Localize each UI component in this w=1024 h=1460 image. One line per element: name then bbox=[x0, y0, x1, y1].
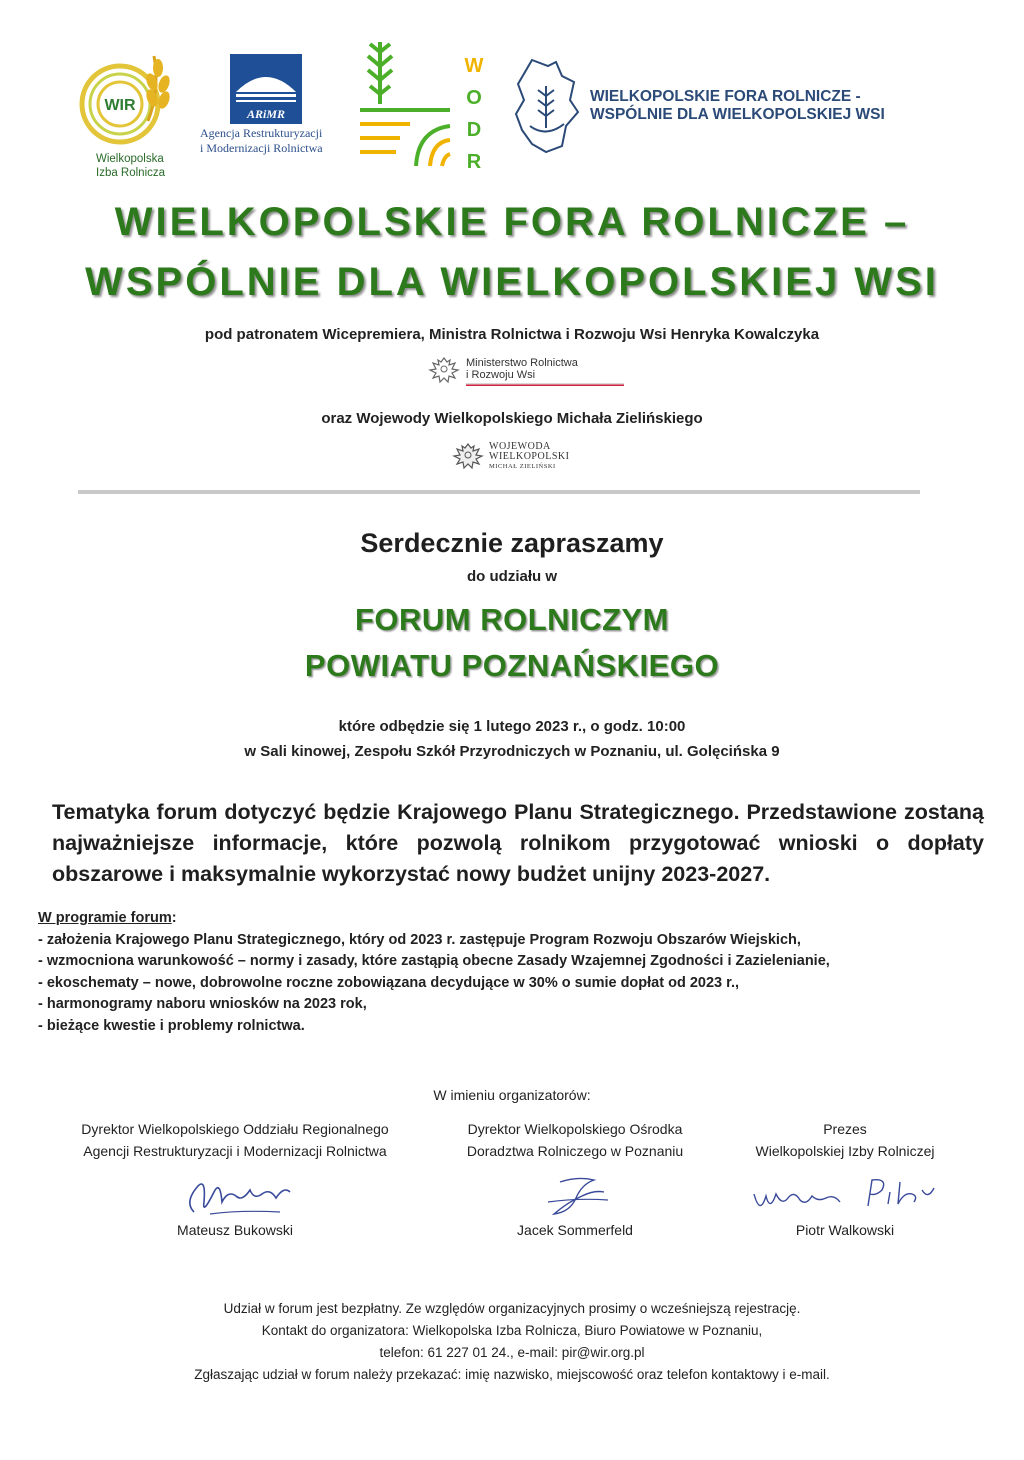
signers-intro: W imieniu organizatorów: bbox=[433, 1087, 591, 1103]
signer-name-bukowski: Mateusz Bukowski bbox=[177, 1222, 293, 1238]
section-divider bbox=[78, 490, 920, 494]
voivode-line1: WOJEWODA bbox=[489, 441, 551, 452]
event-date: które odbędzie się 1 lutego 2023 r., o godz. 10:00 bbox=[338, 718, 686, 735]
signature-walkowski bbox=[748, 1172, 938, 1220]
ministry-name-line2: i Rozwoju Wsi bbox=[466, 368, 536, 381]
invitation-heading: Serdecznie zapraszamy bbox=[360, 528, 664, 558]
program-item: - bieżące kwestie i problemy rolnictwa. bbox=[38, 1017, 305, 1034]
voivode-line3: MICHAŁ ZIELIŃSKI bbox=[489, 463, 556, 470]
forum-title-line2: POWIATU POZNAŃSKIEGO bbox=[304, 648, 720, 683]
program-heading-row: W programie forum: bbox=[38, 910, 177, 926]
wir-caption: Wielkopolska Izba Rolnicza bbox=[96, 153, 166, 179]
voivode-line2: WIELKOPOLSKI bbox=[489, 451, 570, 462]
signer-name-sommerfeld: Jacek Sommerfeld bbox=[517, 1222, 633, 1238]
signature-bukowski bbox=[180, 1172, 300, 1220]
forum-theme: Tematyka forum dotyczyć będzie Krajowego Planu Strategicznego. Przedstawione zostaną najważniejsze informacje, które pozwolą rolnikom przygotować wnioski o dopłaty obszarowe i maksymalnie wykorzystać nowy budżet unijny 2023-2027. bbox=[52, 800, 984, 886]
wfr-caption: WIELKOPOLSKIE FORA ROLNICZE - WSPÓLNIE DLA WIELKOPOLSKIEJ WSI bbox=[590, 88, 885, 123]
arimr-logo bbox=[230, 54, 302, 124]
footer bbox=[0, 1298, 1024, 1386]
logo-strip bbox=[0, 38, 1024, 188]
voivode-logo bbox=[452, 440, 569, 474]
invitation-sub: do udziału w bbox=[467, 568, 557, 585]
svg-text:O: O bbox=[466, 87, 482, 109]
footer-line: Zgłaszając udział w forum należy przekazać: imię nazwisko, miejscowość oraz telefon kontaktowy i e-mail. bbox=[194, 1367, 830, 1382]
main-title-line2: WSPÓLNIE DLA WIELKOPOLSKIEJ WSI bbox=[85, 260, 939, 304]
eagle-emblem-icon bbox=[452, 440, 484, 474]
arimr-caption: Agencja Restrukturyzacji i Modernizacji Rolnictwa bbox=[200, 126, 323, 155]
arimr-mark: ARiMR bbox=[246, 107, 286, 121]
ministry-name-line1: Ministerstwo Rolnictwa bbox=[466, 356, 578, 369]
svg-text:R: R bbox=[466, 151, 482, 173]
program-item: - wzmocniona warunkowość – normy i zasady, które zastąpią obecne Zasady Wzajemnej Zgodności i Zazielenianie, bbox=[38, 953, 830, 969]
flag-rule bbox=[466, 383, 624, 386]
patronage-minister: pod patronatem Wicepremiera, Ministra Rolnictwa i Rozwoju Wsi Henryka Kowalczyka bbox=[204, 326, 820, 343]
forum-title-line1: FORUM ROLNICZYM bbox=[354, 602, 670, 637]
wielkopolska-map-logo bbox=[512, 56, 582, 156]
signer-role-wir: Prezes Wielkopolskiej Izby Rolniczej bbox=[755, 1121, 935, 1159]
signer-name-walkowski: Piotr Walkowski bbox=[795, 1222, 895, 1238]
footer-line: Udział w forum jest bezpłatny. Ze względów organizacyjnych prosimy o wcześniejszą rejestrację. bbox=[223, 1301, 801, 1316]
eagle-emblem-icon bbox=[428, 354, 460, 388]
footer-line: Kontakt do organizatora: Wielkopolska Izba Rolnicza, Biuro Powiatowe w Poznaniu, bbox=[261, 1323, 763, 1338]
wir-mark: WIR bbox=[104, 97, 136, 114]
program-section bbox=[38, 908, 998, 1037]
svg-text:D: D bbox=[466, 119, 482, 141]
program-item: - harmonogramy naboru wniosków na 2023 rok, bbox=[38, 996, 367, 1012]
ministry-logo bbox=[428, 354, 624, 388]
signer-role-arimr: Dyrektor Wielkopolskiego Oddziału Regionalnego Agencji Restrukturyzacji i Modernizacji Rolnictwa bbox=[81, 1121, 389, 1159]
signature-sommerfeld bbox=[538, 1172, 618, 1220]
svg-text:W: W bbox=[464, 55, 484, 77]
program-item: - założenia Krajowego Planu Strategicznego, który od 2023 r. zastępuje Program Rozwoju Obszarów Wiejskich, bbox=[38, 931, 801, 948]
wodr-logo bbox=[356, 38, 492, 174]
program-heading: W programie forum bbox=[38, 910, 172, 926]
signer-role-wodr: Dyrektor Wielkopolskiego Ośrodka Doradztwa Rolniczego w Poznaniu bbox=[466, 1121, 684, 1159]
footer-contact: telefon: 61 227 01 24., e-mail: pir@wir.org.pl bbox=[379, 1345, 645, 1360]
main-title-line1: WIELKOPOLSKIE FORA ROLNICZE – bbox=[114, 200, 910, 244]
event-location: w Sali kinowej, Zespołu Szkół Przyrodniczych w Poznaniu, ul. Golęcińska 9 bbox=[244, 743, 780, 760]
program-item: - ekoschematy – nowe, dobrowolne roczne zobowiązana decydujące w 30% o sumie dopłat od 2023 r., bbox=[38, 974, 740, 991]
patronage-voivode: oraz Wojewody Wielkopolskiego Michała Zielińskiego bbox=[321, 410, 703, 427]
